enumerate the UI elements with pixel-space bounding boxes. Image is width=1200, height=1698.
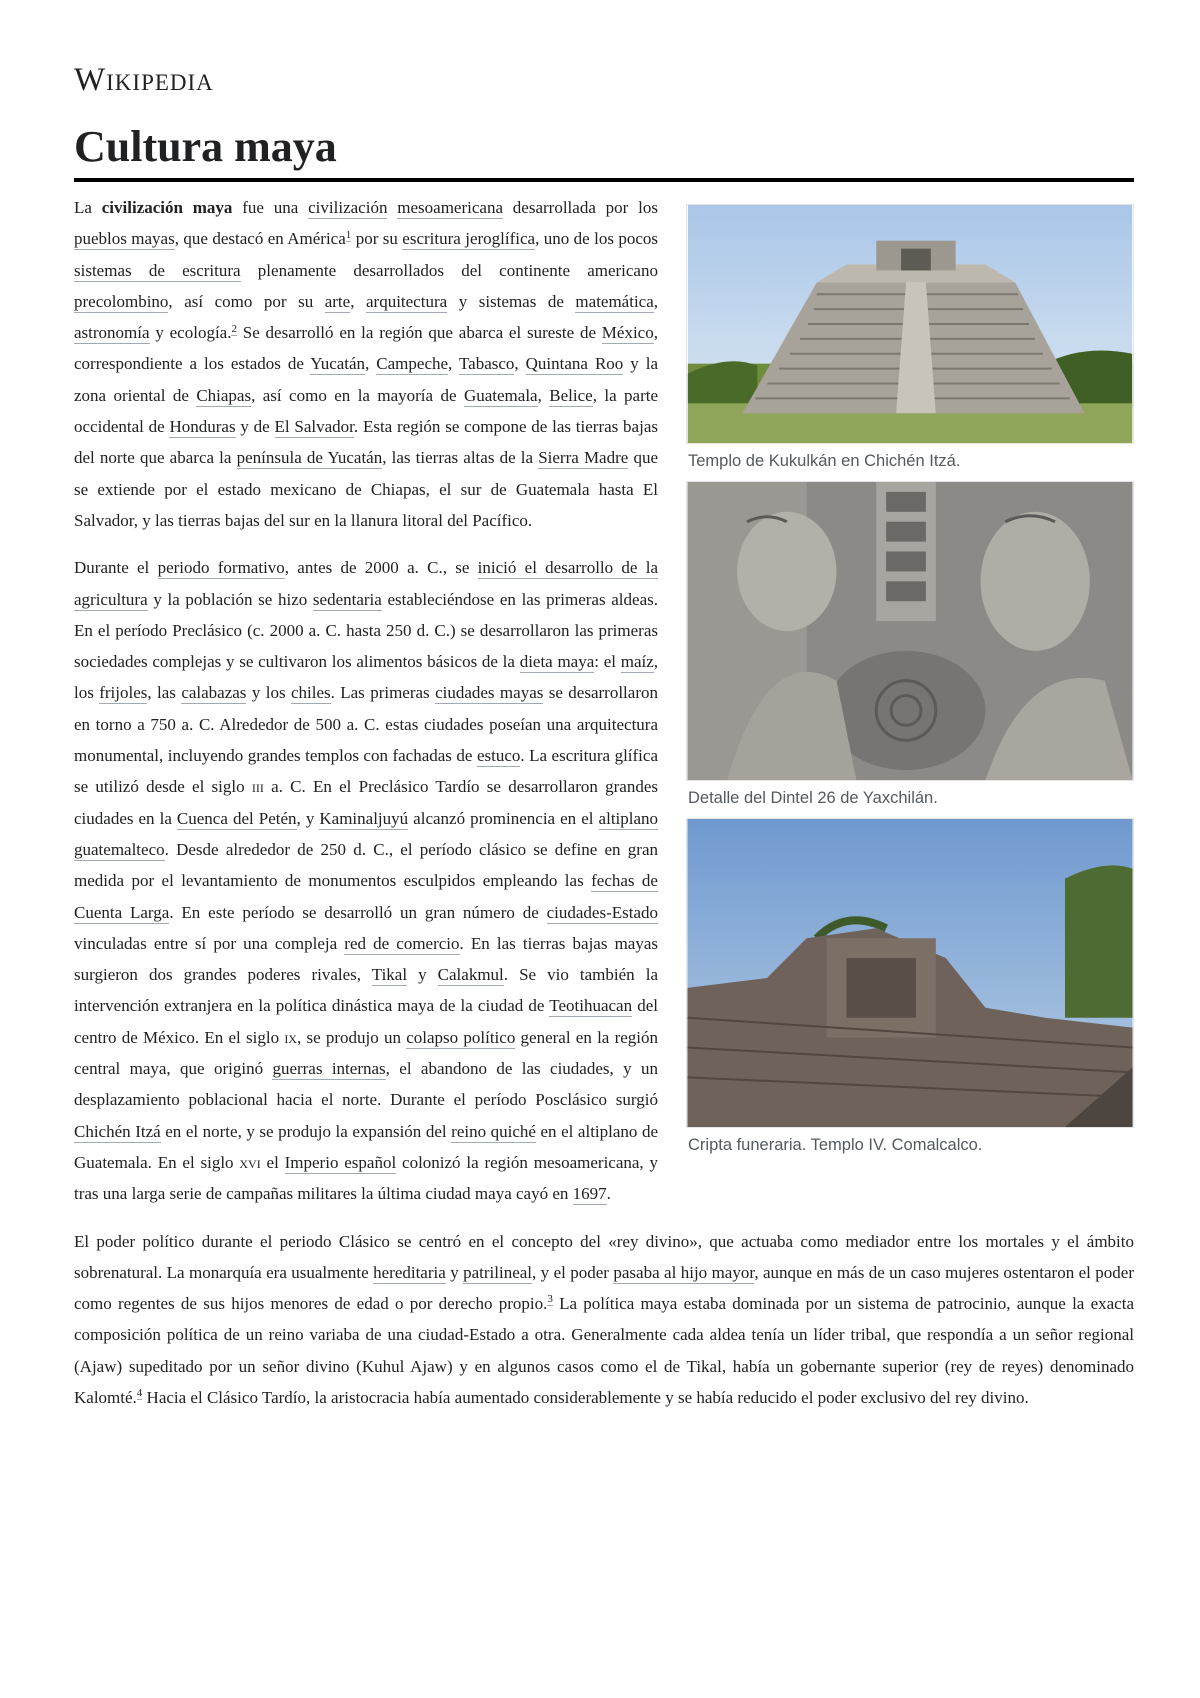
- paragraph-intro: La civilización maya fue una civilización mesoamericana desarrollada por los pueblos mayas, que destacó en América$^1$ por su escritura jeroglífica, uno de los pocos sistemas de escritura plenamente desarrollados del continente americano precolombino, así como por su arte, arquitectura y sistemas de matemática, astronomía y ecología.$^2$ Se desarrolló en la región que abarca el sureste de México, correspondiente a los estados de Yucatán, Campeche, Tabasco, Quintana Roo y la zona oriental de Chiapas, así como en la mayoría de Guatemala, Belice, la parte occidental de Honduras y de El Salvador. Esta región se compone de las tierras bajas del norte que abarca la península de Yucatán, las tierras altas de la Sierra Madre que se extiende por el estado mexicano de Chiapas, el sur de Guatemala hasta El Salvador, y las tierras bajas del sur en la llanura litoral del Pacífico.: [74, 198, 659, 530]
- link[interactable]: pasaba al hijo mayor: [613, 1262, 755, 1282]
- link[interactable]: red de comercio: [344, 933, 460, 953]
- figure-caption: Detalle del Dintel 26 de Yaxchilán.: [688, 789, 938, 807]
- link[interactable]: Tabasco: [458, 354, 515, 374]
- link[interactable]: México: [601, 323, 654, 343]
- wikipedia-wordmark[interactable]: Wikipedia: [74, 62, 214, 98]
- figure-column: [686, 204, 1134, 1165]
- link[interactable]: altiplano guatemalteco: [74, 808, 659, 859]
- link[interactable]: matemática: [575, 291, 654, 311]
- link[interactable]: arquitectura: [365, 291, 448, 311]
- link[interactable]: hereditaria: [373, 1262, 446, 1282]
- figure-dintel: [686, 481, 1134, 810]
- link[interactable]: Chichén Itzá: [74, 1121, 161, 1141]
- link[interactable]: fechas de Cuenta Larga: [74, 871, 658, 922]
- link[interactable]: Teotihuacan: [549, 996, 633, 1016]
- figure-kukulkan: [686, 204, 1134, 473]
- link[interactable]: Guatemala: [463, 385, 538, 405]
- link[interactable]: patrilineal: [463, 1262, 533, 1282]
- lintel-relief-image[interactable]: [686, 481, 1134, 781]
- link[interactable]: arte: [324, 291, 351, 311]
- article-body: [74, 192, 1134, 1413]
- link[interactable]: El Salvador: [274, 417, 354, 437]
- link[interactable]: Yucatán: [310, 354, 366, 374]
- link[interactable]: escritura jeroglífica: [402, 229, 536, 249]
- link[interactable]: astronomía: [74, 323, 150, 343]
- paragraph-history: Durante el periodo formativo, antes de 2000 a. C., se inició el desarrollo de la agricultura y la población se hizo sedentaria estableciéndose en las primeras aldeas. En el período Preclásico (c. 2000 a. C. hasta 250 d. C.) se desarrollaron las primeras sociedades complejas y se cultivaron los alimentos básicos de la dieta maya: el maíz, los frijoles, las calabazas y los chiles. Las primeras ciudades mayas se desarrollaron en torno a 750 a. C. Alrededor de 500 a. C. estas ciudades poseían una arquitectura monumental, incluyendo grandes templos con fachadas de estuco. La escritura glífica se utilizó desde el siglo iii a. C. En el Preclásico Tardío se desarrollaron grandes ciudades en la Cuenca del Petén, y Kaminaljuyú alcanzó prominencia en el altiplano guatemalteco. Desde alrededor de 250 d. C., el período clásico se define en gran medida por el levantamiento de monumentos esculpidos empleando las fechas de Cuenta Larga. En este período se desarrolló un gran número de ciudades-Estado vinculadas entre sí por una compleja red de comercio. En las tierras bajas mayas surgieron dos grandes poderes rivales, Tikal y Calakmul. Se vio también la intervención extranjera en la política dinástica maya de la ciudad de Teotihuacan del centro de México. En el siglo ix, se produjo un colapso político general en la región central maya, que originó guerras internas, el abandono de las ciudades, y un desplazamiento poblacional hacia el norte. Durante el período Posclásico surgió Chichén Itzá en el norte, y se produjo la expansión del reino quiché en el altiplano de Guatemala. En el siglo xvi el Imperio español colonizó la región mesoamericana, y tras una larga serie de campañas militares la última ciudad maya cayó en 1697.: [74, 558, 659, 1204]
- page: [74, 62, 1134, 1429]
- link[interactable]: inició el desarrollo de la agricultura: [74, 558, 658, 609]
- link[interactable]: periodo formativo: [157, 558, 285, 578]
- link[interactable]: Chiapas: [196, 385, 252, 405]
- figure-comalcalco: [686, 818, 1134, 1157]
- link[interactable]: estuco: [476, 746, 521, 766]
- crypt-image[interactable]: [686, 818, 1134, 1128]
- link[interactable]: península de Yucatán: [236, 448, 383, 468]
- link[interactable]: sistemas de escritura: [74, 260, 241, 280]
- paragraph-politics: El poder político durante el periodo Clásico se centró en el concepto del «rey divino», que actuaba como mediador entre los mortales y el ámbito sobrenatural. La monarquía era usualmente hereditaria y patrilineal, y el poder pasaba al hijo mayor, aunque en más de un caso mujeres ostentaron el poder como regentes de sus hijos menores de edad o por derecho propio.$^3$ La política maya estaba dominada por un sistema de patrocinio, aunque la exacta composición política de un reino variaba de una ciudad-Estado a otra. Generalmente cada aldea tenía un líder tribal, que respondía a un señor regional (Ajaw) supeditado por un señor divino (Kuhul Ajaw) y en algunos casos como el de Tikal, había un gobernante superior (rey de reyes) denominado Kalomté.$^4$ Hacia el Clásico Tardío, la aristocracia había aumentado considerablemente y se había reducido el poder exclusivo del rey divino.: [74, 1231, 1135, 1407]
- link[interactable]: 1697: [572, 1184, 607, 1204]
- figure-caption: Cripta funeraria. Templo IV. Comalcalco.: [688, 1136, 983, 1154]
- link[interactable]: ciudades-Estado: [546, 902, 658, 922]
- link[interactable]: mesoamericana: [397, 198, 503, 217]
- link[interactable]: pueblos mayas: [74, 229, 175, 249]
- link[interactable]: Campeche: [376, 354, 449, 374]
- century-numeral: ix: [284, 1027, 297, 1047]
- page-title: Cultura maya: [74, 120, 1134, 182]
- link[interactable]: reino quiché: [451, 1121, 536, 1141]
- link[interactable]: dieta maya: [519, 652, 595, 672]
- link[interactable]: civilización: [308, 198, 388, 217]
- link[interactable]: Tikal: [371, 965, 408, 985]
- link[interactable]: Honduras: [169, 417, 236, 437]
- link[interactable]: calabazas: [181, 683, 247, 703]
- link[interactable]: Sierra Madre: [538, 448, 629, 468]
- link[interactable]: Belice: [549, 385, 593, 405]
- link[interactable]: Cuenca del Petén: [176, 808, 297, 828]
- century-numeral: iii: [251, 777, 264, 797]
- link[interactable]: Kaminaljuyú: [319, 808, 409, 828]
- link[interactable]: guerras internas: [272, 1059, 386, 1079]
- link[interactable]: frijoles: [99, 683, 148, 703]
- century-numeral: xvi: [239, 1152, 261, 1172]
- link[interactable]: maíz: [620, 652, 654, 672]
- link[interactable]: Calakmul: [437, 965, 504, 985]
- link[interactable]: Quintana Roo: [525, 354, 624, 374]
- reference-link[interactable]: 2: [231, 322, 237, 335]
- link[interactable]: ciudades mayas: [435, 683, 544, 703]
- link[interactable]: colapso político: [406, 1027, 516, 1047]
- link[interactable]: chiles: [290, 683, 331, 703]
- figure-caption: Templo de Kukulkán en Chichén Itzá.: [688, 452, 961, 470]
- reference-link[interactable]: 3: [547, 1293, 553, 1306]
- pyramid-image[interactable]: [686, 204, 1134, 444]
- link[interactable]: sedentaria: [312, 589, 382, 609]
- link[interactable]: Imperio español: [284, 1152, 397, 1172]
- reference-link[interactable]: 4: [136, 1387, 143, 1400]
- link[interactable]: precolombino: [74, 291, 169, 311]
- bold-term: civilización maya: [101, 198, 233, 217]
- reference-link[interactable]: 1: [345, 228, 352, 241]
